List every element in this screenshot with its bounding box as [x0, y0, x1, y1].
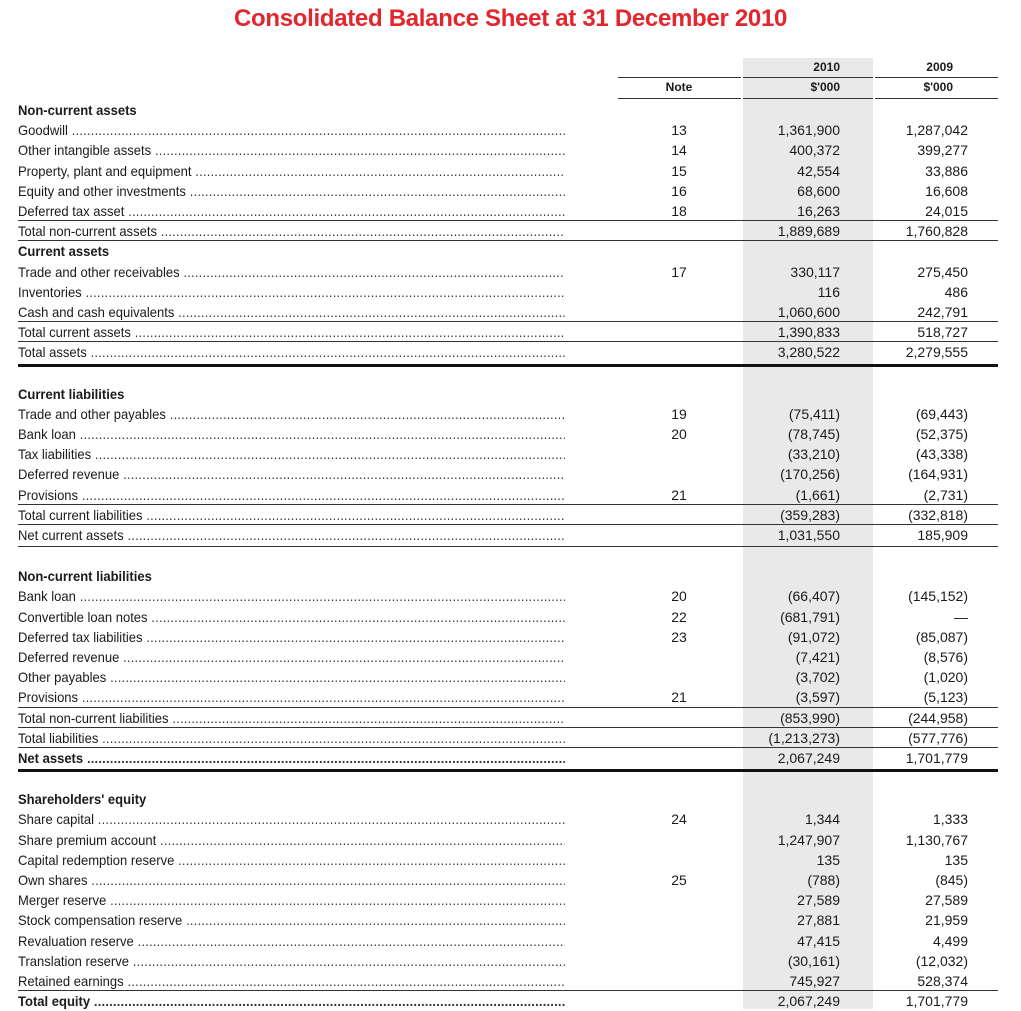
- table-row: [0, 181, 1021, 201]
- value-2010: 1,344: [804, 811, 840, 827]
- value-2010: 27,589: [797, 892, 840, 908]
- value-2010: (681,791): [780, 609, 840, 625]
- value-2009: —: [954, 609, 968, 625]
- value-2009: 135: [944, 852, 968, 868]
- table-row: [0, 667, 1021, 687]
- page-title: Consolidated Balance Sheet at 31 December 2010: [233, 5, 788, 32]
- section-heading: [0, 384, 1021, 404]
- value-2010: (75,411): [788, 406, 840, 422]
- row-label: Capital redemption reserve .....: [18, 850, 565, 870]
- value-2010: 1,390,833: [777, 324, 840, 340]
- row-note: 21: [671, 487, 687, 503]
- row-label: Total non-current assets .....: [18, 221, 565, 241]
- value-2009: 4,499: [932, 933, 968, 949]
- value-2009: (244,958): [908, 710, 968, 726]
- value-2009: 185,909: [917, 527, 968, 543]
- value-2010: (66,407): [787, 588, 840, 604]
- value-2009: 1,760,828: [905, 223, 968, 239]
- table-row: [0, 850, 1021, 870]
- value-2010: (78,745): [787, 426, 840, 442]
- row-label: Revaluation reserve .....: [18, 931, 565, 951]
- value-2009: (145,152): [908, 588, 968, 604]
- value-2009: 33,886: [925, 163, 968, 179]
- row-note: 14: [671, 142, 687, 158]
- value-2010: (33,210): [787, 446, 840, 462]
- table-row: [0, 687, 1021, 707]
- row-label: Other payables .....: [18, 667, 565, 687]
- value-2009: (5,123): [923, 689, 968, 705]
- value-2010: 42,554: [797, 163, 840, 179]
- table-row: [0, 951, 1021, 971]
- table-row: [0, 830, 1021, 850]
- value-2009: 1,701,779: [905, 750, 968, 766]
- double-rule: [18, 769, 998, 772]
- value-2009: 1,287,042: [905, 122, 968, 138]
- value-2010: 1,361,900: [777, 122, 840, 138]
- row-rule: [18, 546, 998, 547]
- table-row: [0, 991, 1021, 1011]
- value-2010: (91,072): [787, 629, 840, 645]
- table-row: [0, 221, 1021, 241]
- row-label: Bank loan .....: [18, 586, 565, 606]
- value-2009: 518,727: [917, 324, 968, 340]
- row-note: 24: [671, 811, 687, 827]
- value-2009: (1,020): [923, 669, 968, 685]
- value-2010: (7,421): [795, 649, 840, 665]
- row-note: 17: [671, 264, 687, 280]
- table-row: [0, 262, 1021, 282]
- section-heading: [0, 241, 1021, 261]
- table-row: [0, 140, 1021, 160]
- value-2009: (43,338): [915, 446, 968, 462]
- row-label: Net current assets .....: [18, 525, 565, 545]
- row-note: 20: [671, 588, 687, 604]
- section-heading: [0, 100, 1021, 120]
- value-2010: 68,600: [797, 183, 840, 199]
- double-rule: [18, 364, 998, 367]
- row-label: Goodwill .....: [18, 120, 565, 140]
- table-row: [0, 464, 1021, 484]
- row-label: Merger reserve .....: [18, 890, 565, 910]
- row-label: Deferred tax liabilities .....: [18, 627, 565, 647]
- value-2009: 486: [944, 284, 968, 300]
- table-row: [0, 342, 1021, 362]
- value-2010: (1,661): [795, 487, 840, 503]
- row-label: Convertible loan notes .....: [18, 607, 565, 627]
- row-label: Deferred tax asset .....: [18, 201, 565, 221]
- table-row: [0, 525, 1021, 545]
- section-heading-label: Non-current assets: [18, 102, 137, 118]
- value-2009: 2,279,555: [905, 344, 968, 360]
- value-2010: 16,263: [797, 203, 840, 219]
- table-row: [0, 302, 1021, 322]
- row-label: Stock compensation reserve .....: [18, 910, 565, 930]
- row-label: Total assets .....: [18, 342, 565, 362]
- section-heading-label: Current liabilities: [18, 386, 125, 402]
- value-2009: (164,931): [908, 466, 968, 482]
- header-rule: [743, 98, 873, 99]
- row-label: Trade and other receivables .....: [18, 262, 565, 282]
- value-2009: 24,015: [925, 203, 968, 219]
- table-row: [0, 586, 1021, 606]
- row-label: Equity and other investments .....: [18, 181, 565, 201]
- value-2009: (52,375): [915, 426, 968, 442]
- value-2010: (170,256): [780, 466, 840, 482]
- value-2009: 528,374: [917, 973, 968, 989]
- value-2010: 27,881: [797, 912, 840, 928]
- value-2009: (845): [935, 872, 968, 888]
- row-label: Retained earnings .....: [18, 971, 565, 991]
- table-row: [0, 890, 1021, 910]
- value-2009: 399,277: [917, 142, 968, 158]
- row-label: Share premium account .....: [18, 830, 565, 850]
- header-rule: [618, 98, 741, 99]
- table-row: [0, 728, 1021, 748]
- value-2010: (359,283): [780, 507, 840, 523]
- row-label: Total non-current liabilities .....: [18, 708, 565, 728]
- table-row: [0, 404, 1021, 424]
- value-2009: (12,032): [915, 953, 968, 969]
- value-2010: (3,702): [795, 669, 840, 685]
- table-row: [0, 444, 1021, 464]
- row-label: Total equity .....: [18, 991, 565, 1011]
- value-2010: 3,280,522: [777, 344, 840, 360]
- row-note: 20: [671, 426, 687, 442]
- section-heading-label: Non-current liabilities: [18, 568, 152, 584]
- table-row: [0, 870, 1021, 890]
- row-note: 13: [671, 122, 687, 138]
- table-row: [0, 120, 1021, 140]
- row-label: Other intangible assets .....: [18, 140, 565, 160]
- value-2010: (788): [807, 872, 840, 888]
- row-label: Deferred revenue .....: [18, 647, 565, 667]
- value-2010: 1,060,600: [777, 304, 840, 320]
- value-2010: 2,067,249: [777, 993, 840, 1009]
- note-column-header: Note: [665, 80, 693, 94]
- section-heading-label: Current assets: [18, 243, 110, 259]
- row-label: Inventories .....: [18, 282, 565, 302]
- table-row: [0, 485, 1021, 505]
- row-label: Cash and cash equivalents .....: [18, 302, 565, 322]
- table-row: [0, 809, 1021, 829]
- value-2009: (85,087): [915, 629, 968, 645]
- row-label: Own shares .....: [18, 870, 565, 890]
- table-row: [0, 748, 1021, 768]
- section-heading: [0, 566, 1021, 586]
- value-2010: 2,067,249: [777, 750, 840, 766]
- unit-2010-header: $'000: [810, 80, 840, 94]
- unit-2009-header: $'000: [923, 80, 953, 94]
- row-note: 19: [671, 406, 687, 422]
- value-2009: 1,701,779: [905, 993, 968, 1009]
- table-row: [0, 627, 1021, 647]
- row-note: 22: [671, 609, 687, 625]
- value-2009: (2,731): [923, 487, 968, 503]
- row-note: 25: [671, 872, 687, 888]
- row-label: Provisions .....: [18, 485, 565, 505]
- row-label: Deferred revenue .....: [18, 464, 565, 484]
- value-2010: 330,117: [790, 264, 840, 280]
- value-2009: (332,818): [908, 507, 968, 523]
- row-label: Tax liabilities .....: [18, 444, 565, 464]
- value-2009: 275,450: [917, 264, 968, 280]
- value-2010: (3,597): [795, 689, 840, 705]
- table-row: [0, 910, 1021, 930]
- year-2009-header: 2009: [926, 60, 953, 74]
- row-label: Share capital .....: [18, 809, 565, 829]
- table-row: [0, 647, 1021, 667]
- year-2010-header: 2010: [813, 60, 840, 74]
- row-note: 23: [671, 629, 687, 645]
- value-2010: 400,372: [789, 142, 840, 158]
- table-row: [0, 971, 1021, 991]
- row-label: Net assets .....: [18, 748, 565, 768]
- row-note: 15: [671, 163, 687, 179]
- table-row: [0, 607, 1021, 627]
- header-rule: [743, 77, 873, 78]
- value-2009: 242,791: [917, 304, 968, 320]
- row-note: 16: [671, 183, 687, 199]
- value-2010: 1,247,907: [777, 832, 840, 848]
- value-2010: 116: [817, 284, 840, 300]
- value-2009: 1,130,767: [905, 832, 968, 848]
- value-2010: 1,889,689: [777, 223, 840, 239]
- row-label: Trade and other payables .....: [18, 404, 565, 424]
- header-rule: [618, 77, 741, 78]
- row-label: Translation reserve .....: [18, 951, 565, 971]
- table-row: [0, 708, 1021, 728]
- value-2009: 1,333: [932, 811, 968, 827]
- value-2010: 1,031,550: [777, 527, 840, 543]
- row-label: Total current liabilities .....: [18, 505, 565, 525]
- value-2010: 745,927: [789, 973, 840, 989]
- header-rule: [875, 98, 998, 99]
- row-label: Bank loan .....: [18, 424, 565, 444]
- value-2010: (853,990): [780, 710, 840, 726]
- value-2010: 47,415: [797, 933, 840, 949]
- header-rule: [875, 77, 998, 78]
- table-row: [0, 161, 1021, 181]
- row-label: Total liabilities .....: [18, 728, 565, 748]
- value-2009: 16,608: [925, 183, 968, 199]
- value-2010: (30,161): [787, 953, 840, 969]
- row-label: Total current assets .....: [18, 322, 565, 342]
- row-note: 18: [671, 203, 687, 219]
- value-2010: 135: [816, 852, 840, 868]
- value-2009: (8,576): [923, 649, 968, 665]
- table-row: [0, 282, 1021, 302]
- row-label: Provisions .....: [18, 687, 565, 707]
- value-2010: (1,213,273): [768, 730, 840, 746]
- table-row: [0, 931, 1021, 951]
- value-2009: 21,959: [925, 912, 968, 928]
- value-2009: 27,589: [925, 892, 968, 908]
- section-heading-label: Shareholders' equity: [18, 791, 147, 807]
- table-row: [0, 201, 1021, 221]
- table-row: [0, 424, 1021, 444]
- table-row: [0, 505, 1021, 525]
- row-label: Property, plant and equipment .....: [18, 161, 565, 181]
- table-row: [0, 322, 1021, 342]
- value-2009: (577,776): [908, 730, 968, 746]
- section-heading: [0, 789, 1021, 809]
- value-2009: (69,443): [915, 406, 968, 422]
- row-note: 21: [671, 689, 687, 705]
